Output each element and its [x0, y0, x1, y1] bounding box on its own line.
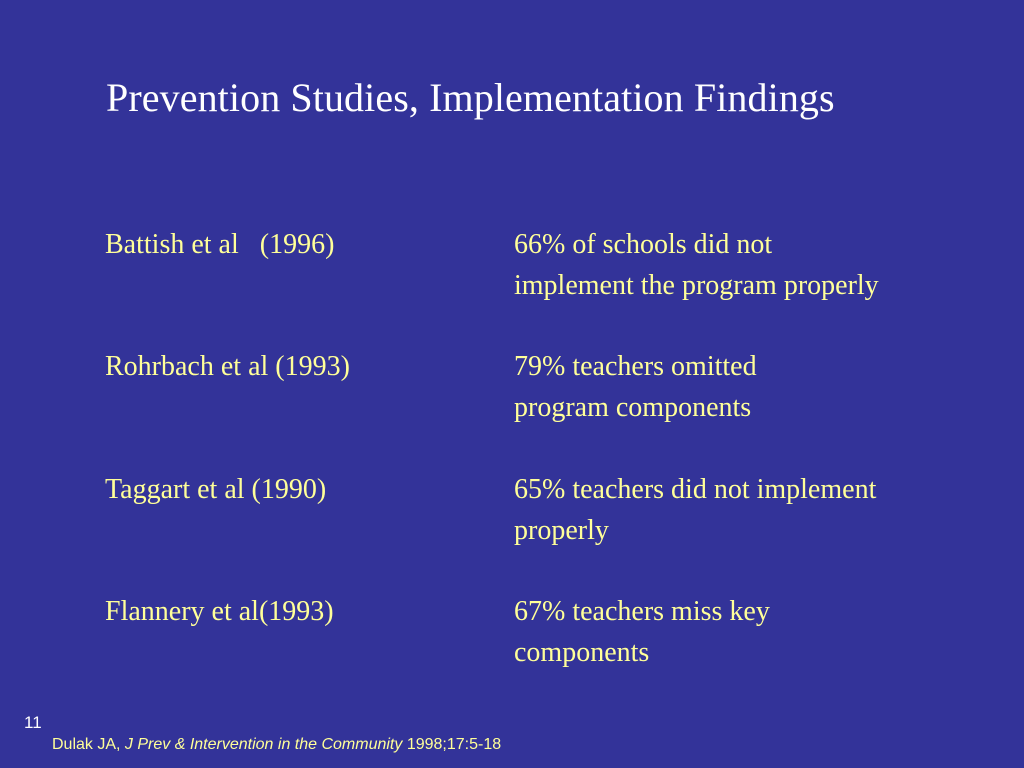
- finding-line: program components: [514, 392, 752, 423]
- finding-flannery: [514, 591, 770, 673]
- finding-line: 66% of schools did not: [514, 229, 773, 260]
- finding-line: 79% teachers omitted: [514, 351, 757, 382]
- citation: [52, 736, 501, 754]
- citation-journal: J Prev & Intervention in the Community: [124, 736, 403, 753]
- finding-line: 65% teachers did not implement: [514, 474, 877, 505]
- finding-rohrbach: [514, 346, 757, 428]
- study-battish: Battish et al (1996): [105, 229, 335, 260]
- finding-taggart: [514, 469, 876, 551]
- study-rohrbach: Rohrbach et al (1993): [105, 351, 350, 382]
- finding-line: 67% teachers miss key: [514, 596, 770, 627]
- finding-line: properly: [514, 515, 609, 546]
- study-taggart: Taggart et al (1990): [105, 474, 327, 505]
- slide-title: Prevention Studies, Implementation Findings: [106, 75, 835, 120]
- study-flannery: Flannery et al(1993): [105, 596, 334, 627]
- finding-line: components: [514, 637, 650, 668]
- finding-battish: [514, 224, 879, 306]
- slide-number: 11: [24, 713, 42, 732]
- citation-author: Dulak JA,: [52, 736, 125, 753]
- finding-line: implement the program properly: [514, 270, 879, 301]
- citation-details: 1998;17:5-18: [402, 736, 502, 753]
